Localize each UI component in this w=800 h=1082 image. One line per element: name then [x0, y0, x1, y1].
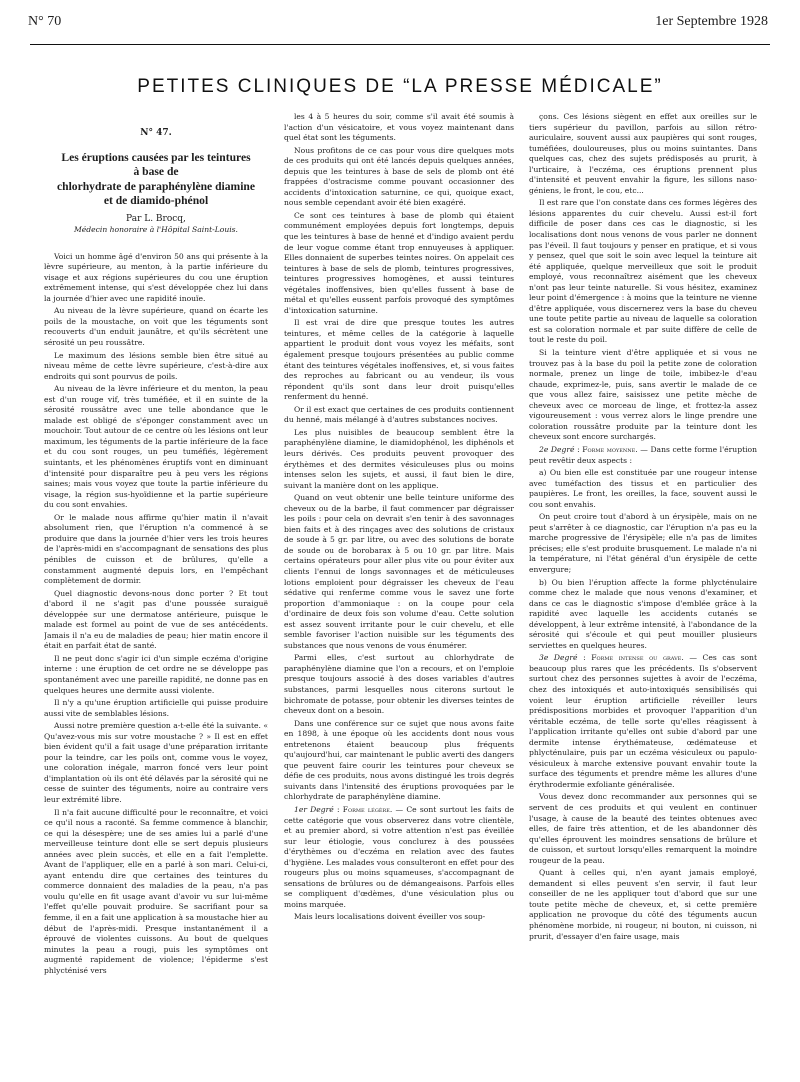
paragraph: Le maximum des lésions semble bien être situé au niveau même de cette lèvre supérieure, c'est-à-dire aux endroits qui sont pourvus de poils. [44, 350, 268, 381]
paragraph: Au niveau de la lèvre supérieure, quand on écarte les poils de la moustache, on voit que les téguments sont recouverts d'un enduit jaunâtre, et qu'ils sécrètent une sérosité un peu roussâtre. [44, 306, 268, 348]
paragraph: Dans une conférence sur ce sujet que nous avons faite en 1898, à une époque où les accidents dont nous vous entretenons étaient beaucoup plus fréquents qu'aujourd'hui, car maintenant le public averti des dangers que peuvent faire courir les teintures pour cheveux se défie de ces produits, nous avons distingué les trois degrés suivants dans l'intensité des éruptions provoquées par le chlorhydrate de paraphénylène diamine. [284, 718, 514, 802]
paragraph: Quand on veut obtenir une belle teinture uniforme des cheveux ou de la barbe, il faut commencer par dégraisser les poils : pour cela on devrait s'en tenir à des savonnages bien faits et à des rinçages avec des solutions de cristaux de soude à 5 gr. par litre, ou avec des solutions de borate de soude ou de borobarax à 5 ou 10 gr. par litre. Mais certains opérateurs pour aller plus vite ou pour éviter aux clients l'ennui de longs savonnages et de méticuleuses lotions emploient pour dégraisser les cheveux de l'eau sédative qui renferme comme vous le savez une forte proportion d'ammoniaque : on la coupe pour cela d'ordinaire de deux fois son volume d'eau. Cette solution est assez souvent irritante pour le cuir chevelu, et elle semble favoriser l'action nuisible sur les téguments des substances que nous venons de vous énumérer. [284, 493, 514, 650]
paragraph: Si la teinture vient d'être appliquée et si vous ne trouvez pas à la base du poil la petite zone de coloration normale, prenez un linge de toile, imbibez-le d'eau chaude, exprimez-le, puis, sans avertir le malade de ce que vous allez faire, saisissez une petite mèche de cheveux avec ce morceau de linge, et frottez-la assez vigoureusement : vous verrez alors le linge prendre une coloration roussâtre produite par la teinture dont les cheveux sont encore surchargés. [529, 348, 757, 442]
column-2 [284, 112, 514, 1067]
paragraph: Vous devez donc recommander aux personnes qui se servent de ces produits et qui veulent en continuer l'usage, à cause de la beauté des teintes obtenues avec elles, de faire très attention, et de les abandonner dès qu'elles éprouvent les moindres sensations de brûlure et de cuisson, et surtout lorsqu'elles remarquent la moindre rougeur de la peau. [529, 792, 757, 865]
paragraph: a) Ou bien elle est constituée par une rougeur intense avec tuméfaction des tissus et en particulier des paupières. Le front, les oreilles, la face, souvent aussi le cou sont envahis. [529, 468, 757, 509]
paragraph: Il est vrai de dire que presque toutes les autres teintures, et même celles de la catégorie à laquelle appartient le produit dont vous voyez les méfaits, sont également presque toujours présentées au public comme étant des teintures végétales inoffensives, et, si vous faites des reproches au fabricant ou au vendeur, ils vous répondent qu'ils sont dans leur droit puisqu'elles renferment du henné. [284, 318, 514, 402]
issue-date: 1er Septembre 1928 [655, 14, 768, 29]
paragraph: Il n'a fait aucune difficulté pour le reconnaître, et voici ce qu'il nous a raconté. Sa femme commence à blanchir, ce qui la désespère; une de ses amies lui a parlé d'une merveilleuse teinture dont elle se sert depuis plusieurs années avec plein succès, et elle en a fait l'emplette. Avant de l'appliquer, elle en a parlé à son mari. Celui-ci, ayant entendu dire que certaines des teintures du commerce donnaient des maladies de la peau, n'a pas voulu qu'elle en fit usage avant d'avoir vu sur lui-même l'effet qu'elle pouvait produire. Se sacrifiant pour sa femme, il en a fait une application à sa moustache hier au début de l'après-midi. Presque instantanément il a éprouvé de violentes cuissons. Au bout de quelques minutes la peau a rougi, puis les symptômes ont augmenté rapidement de violence; l'épiderme s'est phlycténisé vers [44, 807, 268, 975]
column-1 [44, 112, 268, 1067]
paragraph: On peut croire tout d'abord à un érysipèle, mais on ne peut s'arrêter à ce diagnostic, car l'éruption n'a pas eu la marche progressive de l'érysipèle; elle n'a pas de limites précises; elle s'est produite brusquement. Le malade n'a ni la température, ni l'état général d'un érysipèle de cette envergure; [529, 512, 757, 574]
degree-paragraph: 1er Degré : Forme légère. — Ce sont surtout les faits de cette catégorie que vous observerez dans votre clientèle, et au premier abord, si votre attention n'est pas éveillée sur leur étiologie, vous conclurez à des poussées d'érythèmes ou d'eczéma en relation avec des fautes d'hygiène. Les malades vous consulteront en effet pour des rougeurs plus ou moins squameuses, s'accompagnant de sensations de brûlures ou de démangeaisons. Parfois elles se compliquent d'œdèmes, d'une vésiculation plus ou moins marquée. [284, 805, 514, 909]
paragraph: Or il est exact que certaines de ces produits contiennent du henné, mais mélangé à d'autres substances nocives. [284, 404, 514, 425]
paragraph: çons. Ces lésions siègent en effet aux oreilles sur le tiers supérieur du pavillon, parfois au sillon rétro-auriculaire, souvent aussi aux paupières qui sont rouges, tuméfiées, douloureuses, plus ou moins suintantes. Dans quelques cas, chez des sujets prédisposés au prurit, à l'urticaire, à l'eczéma, ces éruptions prennent plus d'intensité et peuvent envahir la figure, les sillons naso-géniens, le front, le cou, etc... [529, 112, 757, 195]
paragraph: Nous profitons de ce cas pour vous dire quelques mots de ces produits qui ont été lancés depuis quelques années, depuis que les teintures à base de sels de plomb ont été frappées d'ostracisme comme pouvant occasionner des accidents d'intoxication saturnine, ce qui, quoique exact, nous semble cependant avoir été bien exagéré. [284, 145, 514, 208]
paragraph-text: — Ces cas sont beaucoup plus rares que les précédents. Ils s'observent surtout chez des personnes sujettes à avoir de l'eczéma, chez des intoxiqués et auto-intoxiqués sensibilisés qui voient leur éruption artificielle réveiller leurs prédispositions morbides et provoquer l'apparition d'un véritable eczéma, de telle sorte qu'elles réagissent à l'application irritante qu'elles ont subie d'abord par une dermite intense érythémateuse, œdémateuse et phlycténulaire, puis par un eczéma vésiculeux ou papulo-vésiculeux à marche extensive pouvant envahir toute la surface des téguments et prendre même les allures d'une érythrodermie exfoliante généralisée. [529, 653, 757, 789]
title-line: chlorhydrate de paraphénylène diamine [56, 179, 256, 193]
paragraph: Quel diagnostic devons-nous donc porter ? Et tout d'abord il ne s'agit pas d'une poussée suraiguë développée sur une dermatose antérieure, puisque le malade est formel au point de vue de ses antécédents. Jamais il n'a eu de maladies de peau; hier matin encore il était en parfait état de santé. [44, 588, 268, 651]
paragraph: les 4 à 5 heures du soir, comme s'il avait été soumis à l'action d'un vésicatoire, et vous voyez maintenant dans quel état sont les téguments. [284, 112, 514, 143]
form-label: Forme intense ou grave. [591, 653, 684, 663]
paragraph: Les plus nuisibles de beaucoup semblent être la paraphénylène diamine, le diamidophénol, les diphénols et leurs dérivés. Ces produits peuvent provoquer des érythèmes et des dermites vésiculeuses plus ou moins intenses selon les sujets, et aussi, il faut bien le dire, suivant la manière dont on les applique. [284, 427, 514, 490]
degree-paragraph: 2e Degré : Forme moyenne. — Dans cette forme l'éruption peut revêtir deux aspects : [529, 444, 757, 465]
paragraph: Parmi elles, c'est surtout au chlorhydrate de paraphénylène diamine que l'on a recours, et on l'emploie presque toujours associé à des doses variables d'autres substances, parmi lesquelles nous citerons surtout le bichromate de potasse, pour obtenir les diverses teintes de cheveux dont on a besoin. [284, 653, 514, 716]
column-2-body [284, 112, 514, 923]
title-line: et de diamido-phénol [103, 194, 209, 208]
paragraph: Il ne peut donc s'agir ici d'un simple eczéma d'origine interne : une éruption de cet ordre ne se développe pas spontanément avec une pareille rapidité, ne donne pas en quelques heures une dermite aussi violente. [44, 653, 268, 695]
title-line: Les éruptions causées par les teintures [61, 150, 251, 164]
page-number: N° 70 [28, 14, 62, 29]
author-affiliation: Médecin honoraire à l'Hôpital Saint-Louis. [74, 225, 238, 235]
title-line: à base de [133, 165, 179, 179]
article-title [44, 151, 268, 209]
paragraph: Aussi notre première question a-t-elle été la suivante. « Qu'avez-vous mis sur votre moustache ? » Il est en effet bien évident qu'il a fait usage d'une préparation irritante pour la teindre, car les poils ont, comme vous le voyez, une coloration inégale, marron foncé vers leur point d'implantation où ils ont été délavés par la sérosité qui ne cesse de suinter des téguments, noire au contraire vers leur extrémité libre. [44, 721, 268, 804]
degree-heading: 2e Degré [539, 444, 575, 454]
degree-heading: 1er Degré [294, 805, 334, 814]
degree-paragraph: 3e Degré : Forme intense ou grave. — Ces cas sont beaucoup plus rares que les précédents. Ils s'observent surtout chez des personnes sujettes à avoir de l'eczéma, chez des intoxiqués et auto-intoxiqués sensibilisés qui voient leur éruption artificielle réveiller leurs prédispositions morbides et provoquer l'apparition d'un véritable eczéma, de telle sorte qu'elles réagissent à l'application irritante qu'elles ont subie d'abord par une dermite intense érythémateuse, œdémateuse et phlycténulaire, puis par un eczéma vésiculeux ou papulo-vésiculeux à marche extensive pouvant envahir toute la surface des téguments et prendre même les allures d'une érythrodermie exfoliante généralisée. [529, 653, 757, 789]
header-rule [30, 44, 770, 45]
form-label: Forme moyenne. [582, 444, 638, 454]
paragraph: Or le malade nous affirme qu'hier matin il n'avait absolument rien, que l'éruption n'a commencé à se produire que dans la journée d'hier vers les trois heures de l'après-midi en s'accompagnant de sensations des plus pénibles de cuisson et de brûlures, qu'elle a constamment augmenté depuis lors, en l'empêchant complètement de dormir. [44, 512, 268, 586]
page-header [28, 14, 768, 40]
paragraph: Il n'y a qu'une éruption artificielle qui puisse produire aussi vite de semblables lésions. [44, 698, 268, 718]
section-banner: PETITES CLINIQUES DE “LA PRESSE MÉDICALE” [137, 76, 663, 97]
paragraph: Au niveau de la lèvre inférieure et du menton, la peau est d'un rouge vif, très tuméfiée, et il en suinte de la sérosité roussâtre avec une telle abondance que le malade est obligé de s'éponger constamment avec un mouchoir. Tout autour de ce centre où les lésions ont leur maximum, les téguments de la partie inférieure de la face et du cou sont rouges, un peu tuméfiés, légèrement suintants, et les phénomènes éruptifs vont en diminuant d'intensité pour disparaître peu à peu vers les régions saines; mais vous voyez que toute la partie inférieure du visage, la région sus-hyoïdienne et la partie supérieure du cou sont envahies. [44, 384, 268, 510]
column-1-body [44, 252, 268, 977]
paragraph-text: — Ce sont surtout les faits de cette catégorie que vous observerez dans votre clientèle, et au premier abord, si votre attention n'est pas éveillée sur leur étiologie, vous conclurez à des poussées d'érythèmes ou d'eczéma en relation avec des fautes d'hygiène. Les malades vous consulteront en effet pour des rougeurs plus ou moins squameuses, s'accompagnant de sensations de brûlures ou de démangeaisons. Parfois elles se compliquent d'œdèmes, d'une vésiculation plus ou moins marquée. [284, 805, 514, 909]
article-number: N° 47. [140, 128, 172, 138]
paragraph: Mais leurs localisations doivent éveiller vos soup- [294, 912, 486, 922]
form-label: Forme légère. [342, 805, 393, 814]
paragraph: Voici un homme âgé d'environ 50 ans qui présente à la lèvre supérieure, au menton, à la partie inférieure du visage et aux régions supérieures du cou une éruption extrêmement intense, qui s'est développée chez lui dans la journée d'hier avec une rapidité inouïe. [44, 251, 268, 303]
paragraph: Ce sont ces teintures à base de plomb qui étaient communément employées depuis fort longtemps, depuis que les teintures à base de henné et d'indigo avaient perdu de leur vogue comme étant trop ennuyeuses à appliquer. Elles donnaient de superbes teintes noires. On appelait ces teintures à base de sels de plomb, teintures progressives, teintures progressives homogènes, et aussi teintures végétales inoffensives, bien qu'elles fussent à base de métal et qu'elles eussent parfois provoqué des symptômes d'intoxication saturnine. [284, 210, 514, 315]
column-3-body [529, 112, 757, 942]
paragraph: Quant à celles qui, n'en ayant jamais employé, demandent si elles peuvent s'en servir, il faut leur conseiller de ne les appliquer tout d'abord que sur une toute petite mèche de cheveux, et, si cette première application ne provoque du côté des téguments aucun phénomène morbide, ni rougeur, ni bouton, ni cuisson, ni prurit, d'essayer d'en faire usage, mais [529, 868, 757, 941]
author-byline: Par L. Brocq, [126, 213, 186, 224]
paragraph: Il est rare que l'on constate dans ces formes légères des lésions apparentes du cuir chevelu. Aussi est-il fort difficile de poser dans ces cas le diagnostic, si les localisations dont nous venons de vous parler ne donnent pas l'éveil. Il faut toujours y penser en pratique, et si vous y pensez, quel que soit le soin avec lequel la teinture ait été appliquée, quelque merveilleux que soit le produit employé, vous reconnaîtrez aisément que les cheveux n'ont pas leur teinte naturelle. Si vous hésitez, examinez leur point d'émergence : à moins que la teinture ne vienne d'être appliquée, vous discernerez vers la base du cheveu une toute petite partie au niveau de laquelle sa coloration est sa coloration normale et par suite diffère de celle de tout le reste du poil. [529, 198, 757, 345]
degree-heading: 3e Degré [539, 653, 578, 663]
paragraph-text: — Dans cette forme l'éruption peut revêtir deux aspects : [529, 444, 757, 465]
column-3 [529, 112, 757, 1067]
paragraph: b) Ou bien l'éruption affecte la forme phlycténulaire comme chez le malade que nous venons d'examiner, et dans ce cas le diagnostic s'impose d'emblée grâce à la rapidité avec laquelle les accidents cutanés se développent, à leur extrême intensité, à l'abondance de la sérosité qui s'écoule et qui peut mouiller plusieurs serviettes en quelques heures. [529, 577, 757, 650]
